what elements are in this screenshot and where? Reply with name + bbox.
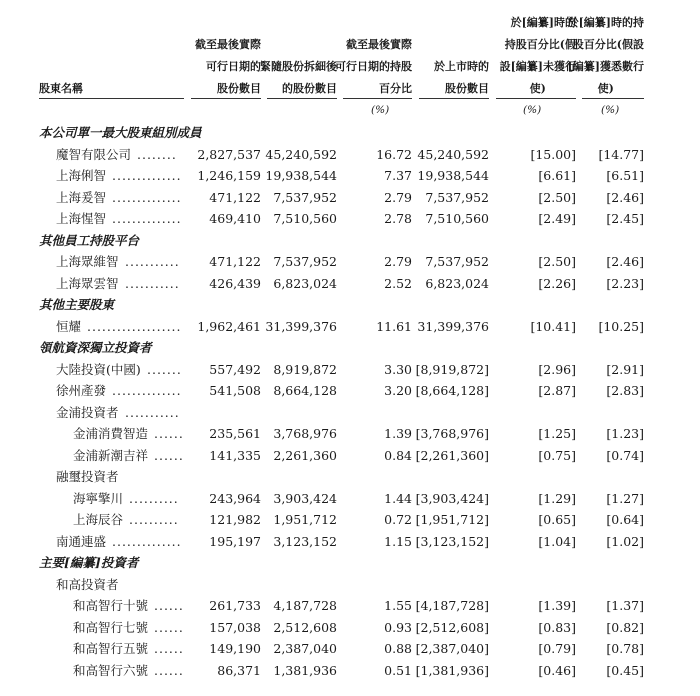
shareholder-name: 和高智行七號 (73, 619, 149, 635)
pct-fully-exercised: [1.37] (606, 598, 644, 613)
unit-percent-col3: (%) (371, 104, 390, 116)
shares-at-lpd: 471,122 (209, 189, 261, 205)
shareholder-name: 上海俐智 (56, 168, 107, 183)
shares-at-lpd: 235,561 (209, 426, 261, 441)
shares-at-lpd: 243,964 (209, 490, 261, 506)
pct-fully-exercised: [2.91] (606, 361, 644, 377)
header-rule (39, 98, 184, 99)
dot-leader: ...... (154, 619, 184, 635)
pct-not-exercised: [2.87] (538, 383, 576, 398)
shareholder-name: 和高投資者 (56, 576, 119, 592)
pct-at-lpd: 1.55 (384, 598, 412, 613)
shares-at-lpd: 157,038 (209, 619, 261, 635)
pct-at-lpd: 0.93 (384, 619, 412, 635)
shares-at-listing: 19,938,544 (417, 168, 489, 183)
table-row (0, 165, 700, 186)
shareholder-name: 上海爰智 (56, 189, 107, 205)
pct-not-exercised: [2.49] (538, 211, 576, 226)
unit-percent-col6: (%) (601, 104, 620, 116)
category-row (0, 230, 700, 251)
header-col3: 截至最後實際 可行日期的持股 百分比 (335, 38, 412, 95)
pct-at-lpd: 0.51 (384, 662, 412, 678)
category-title: 其他員工持股平台 (39, 232, 140, 248)
shares-at-lpd: 1,246,159 (197, 168, 261, 183)
table-row (0, 273, 700, 294)
shares-after-subdivision: 1,381,936 (273, 662, 337, 678)
table-row (0, 488, 700, 509)
pct-not-exercised: [0.79] (538, 641, 576, 656)
table-row (0, 208, 700, 229)
dot-leader: ....... (147, 361, 182, 377)
pct-at-lpd: 1.39 (384, 426, 412, 441)
pct-not-exercised: [1.25] (538, 426, 576, 441)
shares-at-listing: [3,768,976] (415, 426, 489, 441)
header-rule (419, 98, 489, 99)
shares-at-listing: 31,399,376 (417, 318, 489, 334)
shares-at-listing: [3,123,152] (415, 533, 489, 549)
shares-at-lpd: 471,122 (209, 254, 261, 269)
shareholder-name: 上海眾維智 (56, 254, 119, 269)
pct-fully-exercised: [2.83] (606, 383, 644, 398)
header-col2: 緊隨股份拆細後 的股份數目 (260, 60, 337, 95)
shares-after-subdivision: 2,512,608 (273, 619, 337, 635)
pct-fully-exercised: [0.78] (606, 641, 644, 656)
shares-after-subdivision: 2,387,040 (273, 641, 337, 656)
table-row (0, 617, 700, 638)
shares-at-lpd: 1,962,461 (197, 318, 261, 334)
table-row (0, 466, 700, 487)
dot-leader: ................... (87, 318, 182, 334)
shares-after-subdivision: 3,768,976 (273, 426, 337, 441)
shares-at-lpd: 195,197 (209, 533, 261, 549)
header-col6: 於[編纂]時的持 股百分比(假設 [編纂]獲悉數行 使) (567, 16, 644, 95)
table-row (0, 445, 700, 466)
table-row (0, 509, 700, 530)
shares-after-subdivision: 6,823,024 (273, 275, 337, 291)
pct-not-exercised: [1.04] (538, 533, 576, 549)
shares-at-lpd: 261,733 (209, 598, 261, 613)
dot-leader: .............. (112, 533, 182, 549)
pct-fully-exercised: [2.23] (606, 275, 644, 291)
shares-at-listing: [2,512,608] (415, 619, 489, 635)
pct-not-exercised: [0.83] (538, 619, 576, 635)
pct-fully-exercised: [0.45] (606, 662, 644, 678)
pct-not-exercised: [1.29] (538, 490, 576, 506)
shares-at-listing: 7,510,560 (425, 211, 489, 226)
category-title: 其他主要股東 (39, 297, 115, 312)
pct-not-exercised: [1.39] (538, 598, 576, 613)
shareholder-name: 大陸投資(中國) (56, 361, 141, 377)
shareholder-name: 和高智行五號 (73, 641, 149, 656)
table-row (0, 402, 700, 423)
table-row (0, 638, 700, 659)
shareholder-name: 金浦消費智造 (73, 426, 149, 441)
pct-fully-exercised: [0.64] (606, 512, 644, 527)
table-row (0, 144, 700, 165)
pct-fully-exercised: [2.46] (606, 254, 644, 269)
shares-after-subdivision: 19,938,544 (265, 168, 337, 183)
pct-fully-exercised: [2.46] (606, 189, 644, 205)
pct-fully-exercised: [10.25] (598, 318, 644, 334)
table-row (0, 380, 700, 401)
pct-not-exercised: [2.50] (538, 189, 576, 205)
header-rule (343, 98, 412, 99)
pct-not-exercised: [2.26] (538, 275, 576, 291)
shareholder-name: 上海辰谷 (73, 512, 124, 527)
pct-at-lpd: 2.52 (384, 275, 412, 291)
shares-at-lpd: 86,371 (217, 662, 261, 678)
dot-leader: ...... (154, 598, 184, 613)
shares-after-subdivision: 7,537,952 (273, 254, 337, 269)
shares-at-listing: [8,664,128] (415, 383, 489, 398)
pct-not-exercised: [15.00] (530, 146, 576, 162)
shares-after-subdivision: 7,510,560 (273, 211, 337, 226)
pct-not-exercised: [10.41] (530, 318, 576, 334)
pct-fully-exercised: [1.23] (606, 426, 644, 441)
table-row (0, 595, 700, 616)
shares-at-lpd: 469,410 (209, 211, 261, 226)
dot-leader: ...... (154, 662, 184, 678)
shares-at-lpd: 426,439 (209, 275, 261, 291)
pct-fully-exercised: [1.27] (606, 490, 644, 506)
shareholder-name: 和高智行十號 (73, 598, 149, 613)
shareholder-name: 海寧擎川 (73, 490, 124, 506)
dot-leader: ...... (154, 641, 184, 656)
category-row (0, 337, 700, 358)
pct-fully-exercised: [0.74] (606, 447, 644, 463)
shares-at-lpd: 121,982 (209, 512, 261, 527)
shares-at-listing: [3,903,424] (415, 490, 489, 506)
shares-at-listing: 7,537,952 (425, 254, 489, 269)
shares-at-lpd: 541,508 (209, 383, 261, 398)
pct-not-exercised: [6.61] (538, 168, 576, 183)
shareholder-name: 金浦投資者 (56, 404, 119, 420)
category-title: 領航資深獨立投資者 (39, 340, 152, 355)
pct-fully-exercised: [0.82] (606, 619, 644, 635)
pct-at-lpd: 16.72 (376, 146, 412, 162)
header-rule (582, 98, 644, 99)
pct-at-lpd: 11.61 (376, 318, 412, 334)
pct-at-lpd: 2.79 (384, 254, 412, 269)
header-rule (267, 98, 337, 99)
shares-after-subdivision: 7,537,952 (273, 189, 337, 205)
shares-at-listing: 45,240,592 (417, 146, 489, 162)
dot-leader: ........... (125, 275, 180, 291)
category-row (0, 294, 700, 315)
shareholder-name: 融璽投資者 (56, 469, 119, 484)
shares-at-listing: [8,919,872] (415, 361, 489, 377)
dot-leader: ........... (125, 404, 180, 420)
shareholder-name: 金浦新潮吉祥 (73, 447, 149, 463)
shares-after-subdivision: 31,399,376 (265, 318, 337, 334)
shareholder-name: 徐州產發 (56, 383, 107, 398)
pct-at-lpd: 7.37 (384, 168, 412, 183)
header-col4: 於上市時的 股份數目 (434, 60, 489, 95)
pct-fully-exercised: [14.77] (598, 146, 644, 162)
pct-not-exercised: [2.50] (538, 254, 576, 269)
table-row (0, 316, 700, 337)
pct-at-lpd: 2.79 (384, 189, 412, 205)
shares-after-subdivision: 8,664,128 (273, 383, 337, 398)
category-title: 主要[編纂]投資者 (39, 555, 139, 570)
shares-at-listing: 6,823,024 (425, 275, 489, 291)
pct-not-exercised: [2.96] (538, 361, 576, 377)
pct-at-lpd: 2.78 (384, 211, 412, 226)
header-col1: 截至最後實際 可行日期的 股份數目 (195, 38, 261, 95)
pct-not-exercised: [0.75] (538, 447, 576, 463)
dot-leader: .............. (112, 189, 182, 205)
dot-leader: .......... (129, 512, 179, 527)
dot-leader: ........... (125, 254, 180, 269)
shares-after-subdivision: 4,187,728 (273, 598, 337, 613)
header-rule (496, 98, 576, 99)
category-row (0, 552, 700, 573)
pct-fully-exercised: [6.51] (606, 168, 644, 183)
shares-after-subdivision: 45,240,592 (265, 146, 337, 162)
pct-at-lpd: 0.72 (384, 512, 412, 527)
header-rule (191, 98, 261, 99)
category-row (0, 122, 700, 143)
shares-at-listing: 7,537,952 (425, 189, 489, 205)
shareholder-name: 上海眾雲智 (56, 275, 119, 291)
pct-not-exercised: [0.46] (538, 662, 576, 678)
pct-at-lpd: 1.15 (384, 533, 412, 549)
shares-at-lpd: 557,492 (209, 361, 261, 377)
shares-after-subdivision: 3,123,152 (273, 533, 337, 549)
shareholder-name: 南通連盛 (56, 533, 107, 549)
dot-leader: .......... (129, 490, 179, 506)
table-row (0, 574, 700, 595)
dot-leader: .............. (112, 211, 182, 226)
shares-at-lpd: 2,827,537 (197, 146, 261, 162)
header-shareholder-name: 股東名稱 (39, 82, 83, 95)
pct-fully-exercised: [1.02] (606, 533, 644, 549)
shares-at-lpd: 149,190 (209, 641, 261, 656)
dot-leader: ...... (154, 447, 184, 463)
shares-at-listing: [1,381,936] (415, 662, 489, 678)
pct-fully-exercised: [2.45] (606, 211, 644, 226)
shareholder-name: 魔智有限公司 (56, 146, 132, 162)
dot-leader: .............. (112, 383, 182, 398)
dot-leader: ...... (154, 426, 184, 441)
pct-at-lpd: 1.44 (384, 490, 412, 506)
table-row (0, 359, 700, 380)
pct-at-lpd: 3.30 (384, 361, 412, 377)
shareholder-name: 上海惺智 (56, 211, 107, 226)
shares-after-subdivision: 1,951,712 (273, 512, 337, 527)
pct-at-lpd: 0.84 (384, 447, 412, 463)
table-row (0, 423, 700, 444)
shareholder-name: 恒耀 (56, 318, 82, 334)
header-col5: 於[編纂]時的 持股百分比(假 設[編纂]未獲行 使) (499, 16, 576, 95)
shares-after-subdivision: 2,261,360 (273, 447, 337, 463)
shares-after-subdivision: 3,903,424 (273, 490, 337, 506)
pct-at-lpd: 0.88 (384, 641, 412, 656)
table-row (0, 187, 700, 208)
shares-after-subdivision: 8,919,872 (273, 361, 337, 377)
dot-leader: ........ (137, 146, 177, 162)
table-row (0, 531, 700, 552)
shares-at-listing: [2,261,360] (415, 447, 489, 463)
table-row (0, 251, 700, 272)
shares-at-listing: [2,387,040] (415, 641, 489, 656)
shareholder-name: 和高智行六號 (73, 662, 149, 678)
shares-at-listing: [1,951,712] (415, 512, 489, 527)
shares-at-listing: [4,187,728] (415, 598, 489, 613)
pct-not-exercised: [0.65] (538, 512, 576, 527)
table-row (0, 660, 700, 681)
dot-leader: .............. (112, 168, 182, 183)
shares-at-lpd: 141,335 (209, 447, 261, 463)
unit-percent-col5: (%) (523, 104, 542, 116)
pct-at-lpd: 3.20 (384, 383, 412, 398)
category-title: 本公司單一最大股東組別成員 (39, 125, 202, 140)
